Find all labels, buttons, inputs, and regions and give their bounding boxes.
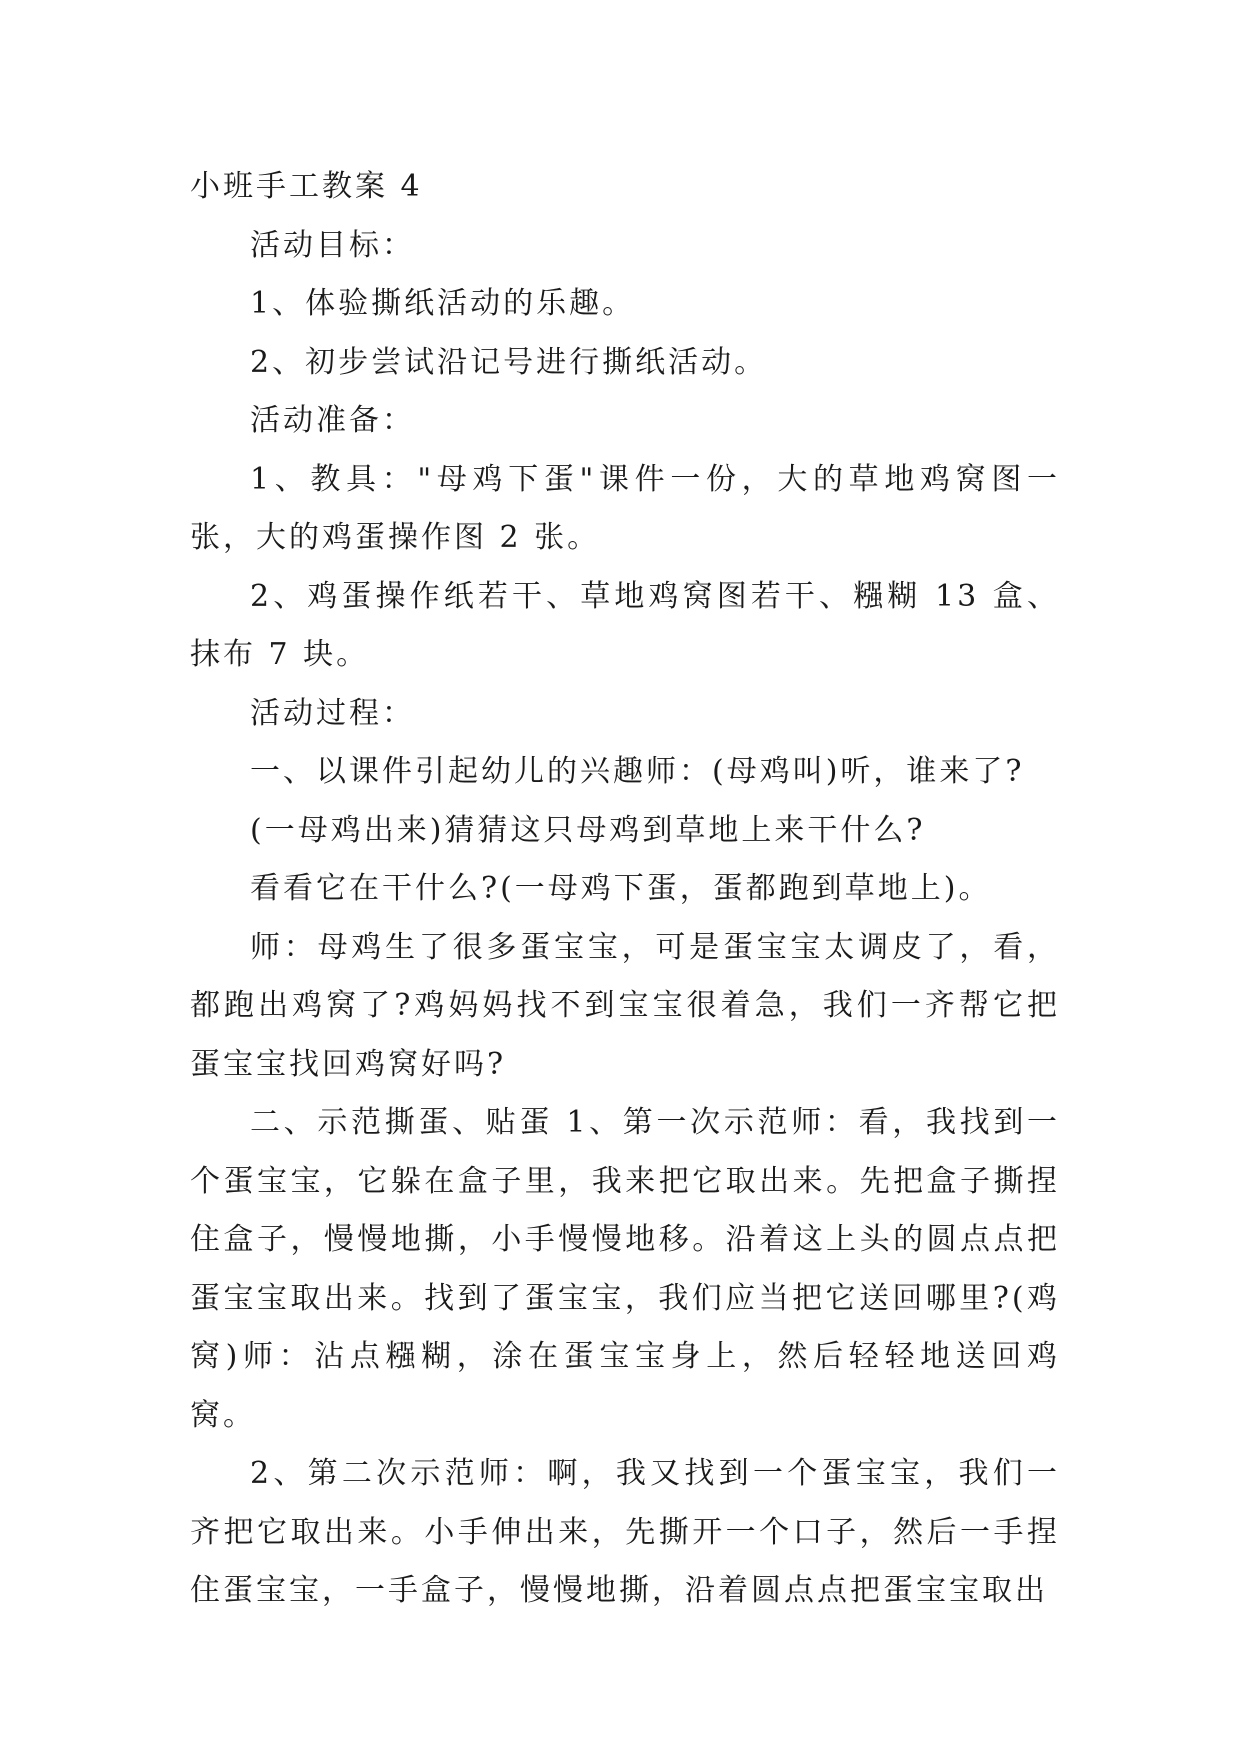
- paragraph-preparation-heading: 活动准备：: [250, 403, 415, 438]
- paragraph-goal-2: 2、初步尝试沿记号进行撕纸活动。: [250, 344, 768, 380]
- paragraph-goal-1: 1、体验撕纸活动的乐趣。: [250, 286, 636, 321]
- paragraph-process-step-1: 一、以课件引起幼儿的兴趣师：(母鸡叫)听，谁来了?: [250, 754, 1025, 789]
- paragraph-demo-1: 二、示范撕蛋、贴蛋 1、第一次示范师：看，我找到一个蛋宝宝，它躲在盒子里，我来把它取出来。先把盒子撕捏住盒子，慢慢地撕，小手慢慢地移。沿着这上头的圆点点把蛋宝宝取出来。找到了蛋宝宝，我们应当把它送回哪里?(鸡窝)师：沾点糨糊，涂在蛋宝宝身上，然后轻轻地送回鸡窝。: [190, 1105, 1060, 1433]
- paragraph-preparation-1: 1、教具："母鸡下蛋"课件一份，大的草地鸡窝图一张，大的鸡蛋操作图 2 张。: [190, 461, 1060, 555]
- paragraph-demo-2: 2、第二次示范师：啊，我又找到一个蛋宝宝，我们一齐把它取出来。小手伸出来，先撕开一个口子，然后一手捏住蛋宝宝，一手盒子，慢慢地撕，沿着圆点点把蛋宝宝取出: [190, 1456, 1060, 1608]
- document-title: 小班手工教案 4: [190, 169, 423, 204]
- paragraph-process-heading: 活动过程：: [250, 695, 415, 731]
- paragraph-process-step-1c: 看看它在干什么?(一母鸡下蛋，蛋都跑到草地上)。: [250, 871, 992, 906]
- paragraph-activity-goals-heading: 活动目标：: [250, 227, 415, 263]
- document-body: [190, 158, 1060, 1621]
- paragraph-process-step-1b: (一母鸡出来)猜猜这只母鸡到草地上来干什么?: [250, 812, 926, 848]
- paragraph-preparation-2: 2、鸡蛋操作纸若干、草地鸡窝图若干、糨糊 13 盒、抹布 7 块。: [190, 578, 1060, 672]
- paragraph-teacher-dialogue: 师：母鸡生了很多蛋宝宝，可是蛋宝宝太调皮了，看，都跑出鸡窝了?鸡妈妈找不到宝宝很着急，我们一齐帮它把蛋宝宝找回鸡窝好吗?: [190, 929, 1060, 1082]
